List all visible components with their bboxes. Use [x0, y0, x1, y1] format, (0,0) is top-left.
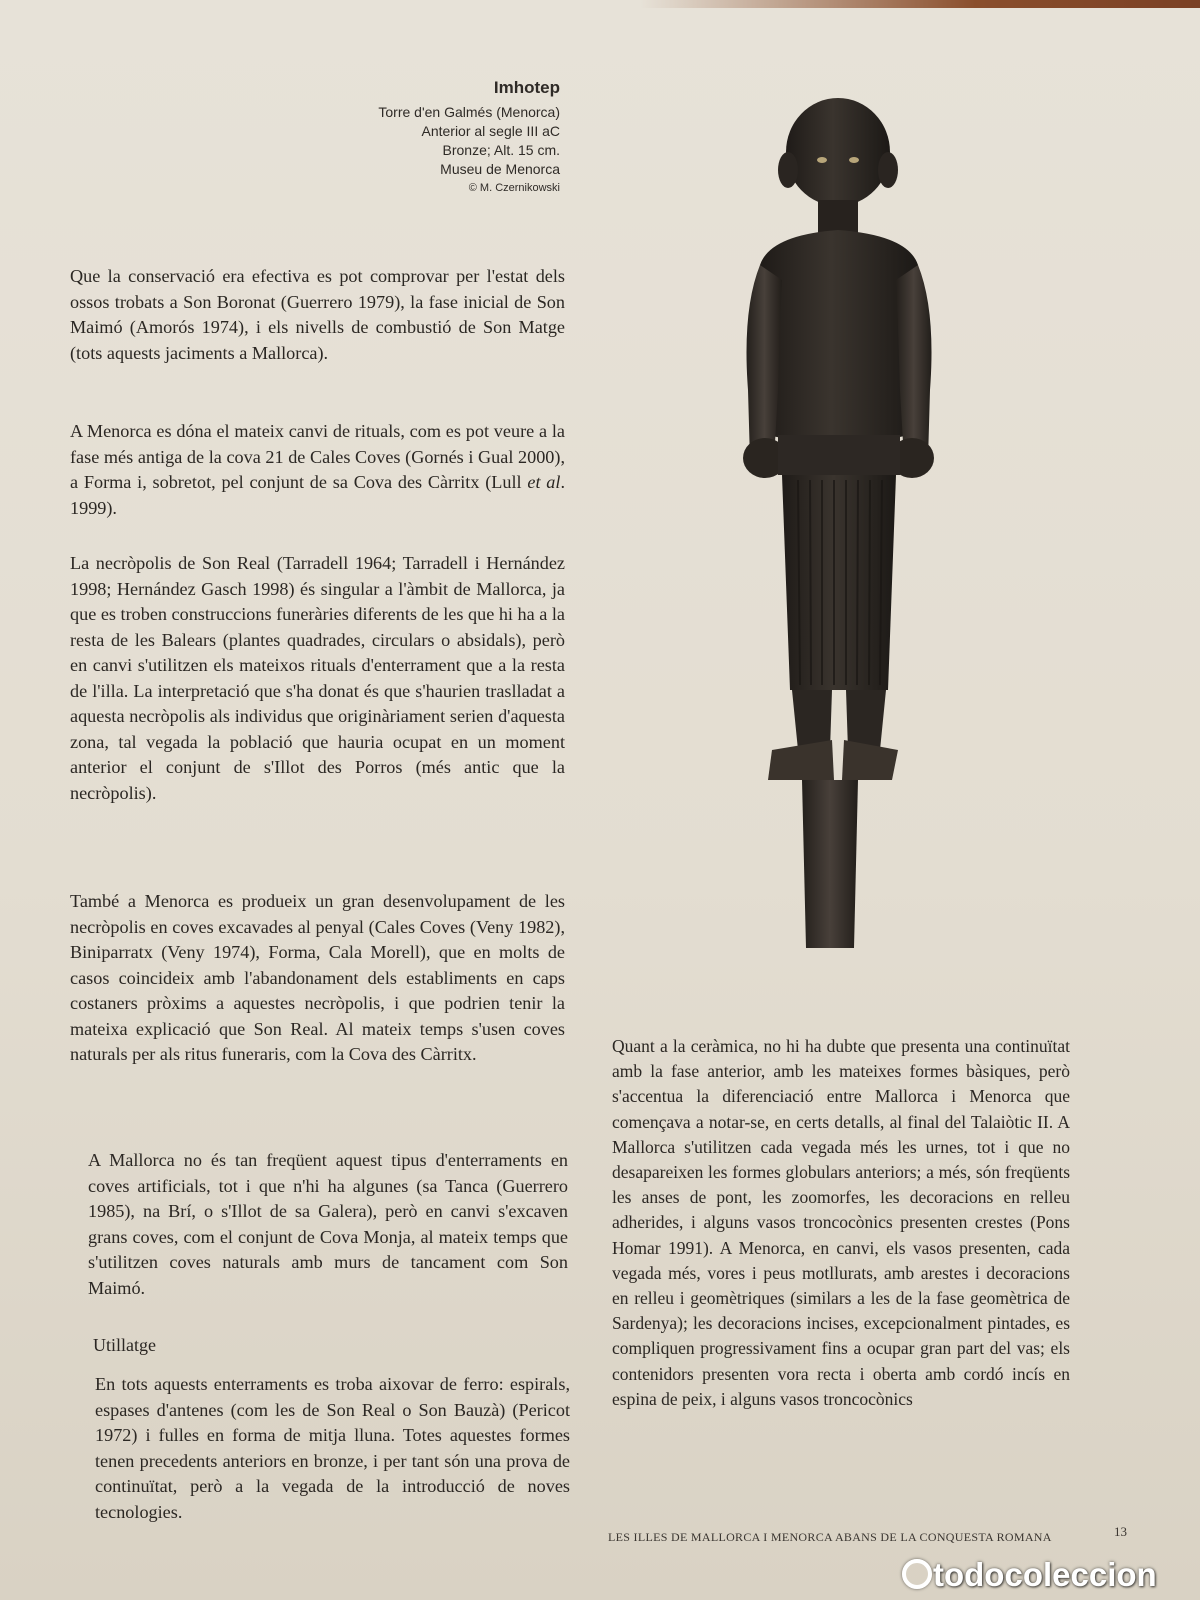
paragraph-italic: et al [527, 472, 561, 492]
paragraph-text: La necròpolis de Son Real (Tarradell 1964; Tarradell i Hernández 1998; Hernández Gasch 1998) és singular a l'àmbit de Mallorca, ja que es troben construccions funeràries diferents de les que hi ha a la resta de les Balears (plantes quadrades, circulars o absidals), però en canvi s'utilitzen els mateixos rituals d'enterrament que a la resta de l'illa. La interpretació que s'ha donat és que s'haurien traslladat a aquesta necròpolis als individus que originàriament serien d'aquesta zona, tal vegada la població que hauria ocupat en un moment anterior el conjunt de s'Illot des Porros (més antic que la necròpolis). [70, 553, 565, 803]
statue-left-ear [778, 152, 798, 188]
paragraph-son-real [70, 551, 565, 806]
statue-belt [778, 435, 900, 475]
running-title: LES ILLES DE MALLORCA I MENORCA ABANS DE LA CONQUESTA ROMANA [608, 1530, 1052, 1544]
paragraph-text: Que la conservació era efectiva es pot comprovar per l'estat dels ossos trobats a Son Boronat (Guerrero 1979), la fase inicial de Son Maimó (Amorós 1974), i els nivells de combustió de Son Matge (tots aquests jaciments a Mallorca). [70, 266, 565, 363]
page-edge-shadow [640, 0, 1200, 8]
imhotep-statue-photo [720, 90, 960, 970]
paragraph-text: Quant a la ceràmica, no hi ha dubte que presenta una continuïtat amb la fase anterior, amb les mateixes formes bàsiques, però s'accentua la diferenciació entre Mallorca i Menorca que començava a notar-se, en certs detalls, al final del Talaiòtic II. A Mallorca s'utilitzen cada vegada més les urnes, tot i que no desapareixen les formes globulars anteriors; a més, són freqüents les anses de pont, les zoomorfes, les decoracions en relleu adherides, i alguns vasos troncocònics presenten crestes (Pons Homar 1991). A Menorca, en canvi, els vasos presenten, cada vegada més, vores i peus motllurats, amb arestes i decoracions en relleu i geomètriques (similars a les de la fase geomètrica de Sardenya); les decoracions incises, excepcionalment pintades, es compliquen progressivament fins a ocupar gran part del vas; els contenidors presenten vora recta i oberta amb cordó incís en espina de peix, i alguns vasos troncocònics [612, 1036, 1070, 1409]
statue-head [786, 98, 890, 206]
paragraph-text: A Mallorca no és tan freqüent aquest tipus d'enterraments en coves artificials, tot i que n'hi ha algunes (sa Tanca (Guerrero 1985), na Brí, o s'Illot de sa Galera), però en canvi s'excaven grans coves, com el conjunt de Cova Monja, al mateix temps que s'utilitzen coves naturals amb murs de tancament com Son Maimó. [88, 1150, 568, 1298]
paragraph-conservacio [70, 264, 565, 366]
paragraph-text: En tots aquests enterraments es troba aixovar de ferro: espirals, espases d'antenes (com les de Son Real o Son Bauzà) (Pericot 1972) i fulles en forma de mitja lluna. Totes aquestes formes tenen precedents anteriors en bronze, i per tant són una prova de continuïtat, però a la vegada de la introducció de noves tecnologies. [95, 1374, 570, 1522]
paragraph-ceramica [612, 1034, 1070, 1412]
caption-title: Imhotep [493, 78, 560, 97]
statue-tang [802, 780, 858, 948]
statue-right-foot [842, 740, 898, 780]
page-number: 13 [1114, 1524, 1127, 1539]
watermark-logo [902, 1556, 1157, 1594]
statue-right-ear [878, 152, 898, 188]
paragraph-text: També a Menorca es produeix un gran desenvolupament de les necròpolis en coves excavades al penyal (Cales Coves (Veny 1982), Biniparratx (Veny 1974), Forma, Cala Morell), que en molts de casos coincideix amb l'abandonament dels establiments en caps costaners pròxims a aquestes necròpolis, i que podrien tenir la mateixa explicació que Son Real. Al mateix temps s'usen coves naturals per als ritus funeraris, com la Cova des Càrritx. [70, 891, 565, 1064]
paragraph-utillatge [95, 1372, 570, 1525]
figure-caption [300, 78, 560, 198]
paragraph-necropolis-menorca [70, 889, 565, 1068]
statue-left-eye [817, 157, 827, 163]
paragraph-mallorca-coves [88, 1148, 568, 1301]
watermark-circle-icon [902, 1559, 932, 1589]
statue-torso [760, 230, 918, 443]
caption-location: Torre d'en Galmés (Menorca) [378, 104, 560, 120]
statue-left-arm [747, 265, 783, 468]
statue-neck [818, 200, 858, 234]
caption-material: Bronze; Alt. 15 cm. [442, 142, 560, 158]
paragraph-menorca-rituals [70, 419, 565, 521]
section-heading: Utillatge [93, 1335, 156, 1355]
statue-right-arm [896, 265, 932, 468]
statue-right-eye [849, 157, 859, 163]
caption-date: Anterior al segle III aC [421, 123, 560, 139]
watermark-text: todocoleccion [933, 1556, 1157, 1593]
caption-museum: Museu de Menorca [440, 161, 560, 177]
paragraph-text [70, 419, 565, 521]
caption-credit: © M. Czernikowski [468, 182, 560, 194]
paragraph-text-start: A Menorca es dóna el mateix canvi de rituals, com es pot veure a la fase més antiga de la cova 21 de Cales Coves (Gornés i Gual 2000), a Forma i, sobretot, pel conjunt de sa Cova des Càrritx (Lull [70, 421, 565, 492]
paragraph-text-end: . 1999). [70, 472, 565, 518]
statue-right-leg [846, 690, 886, 750]
statue-left-foot [768, 740, 834, 780]
